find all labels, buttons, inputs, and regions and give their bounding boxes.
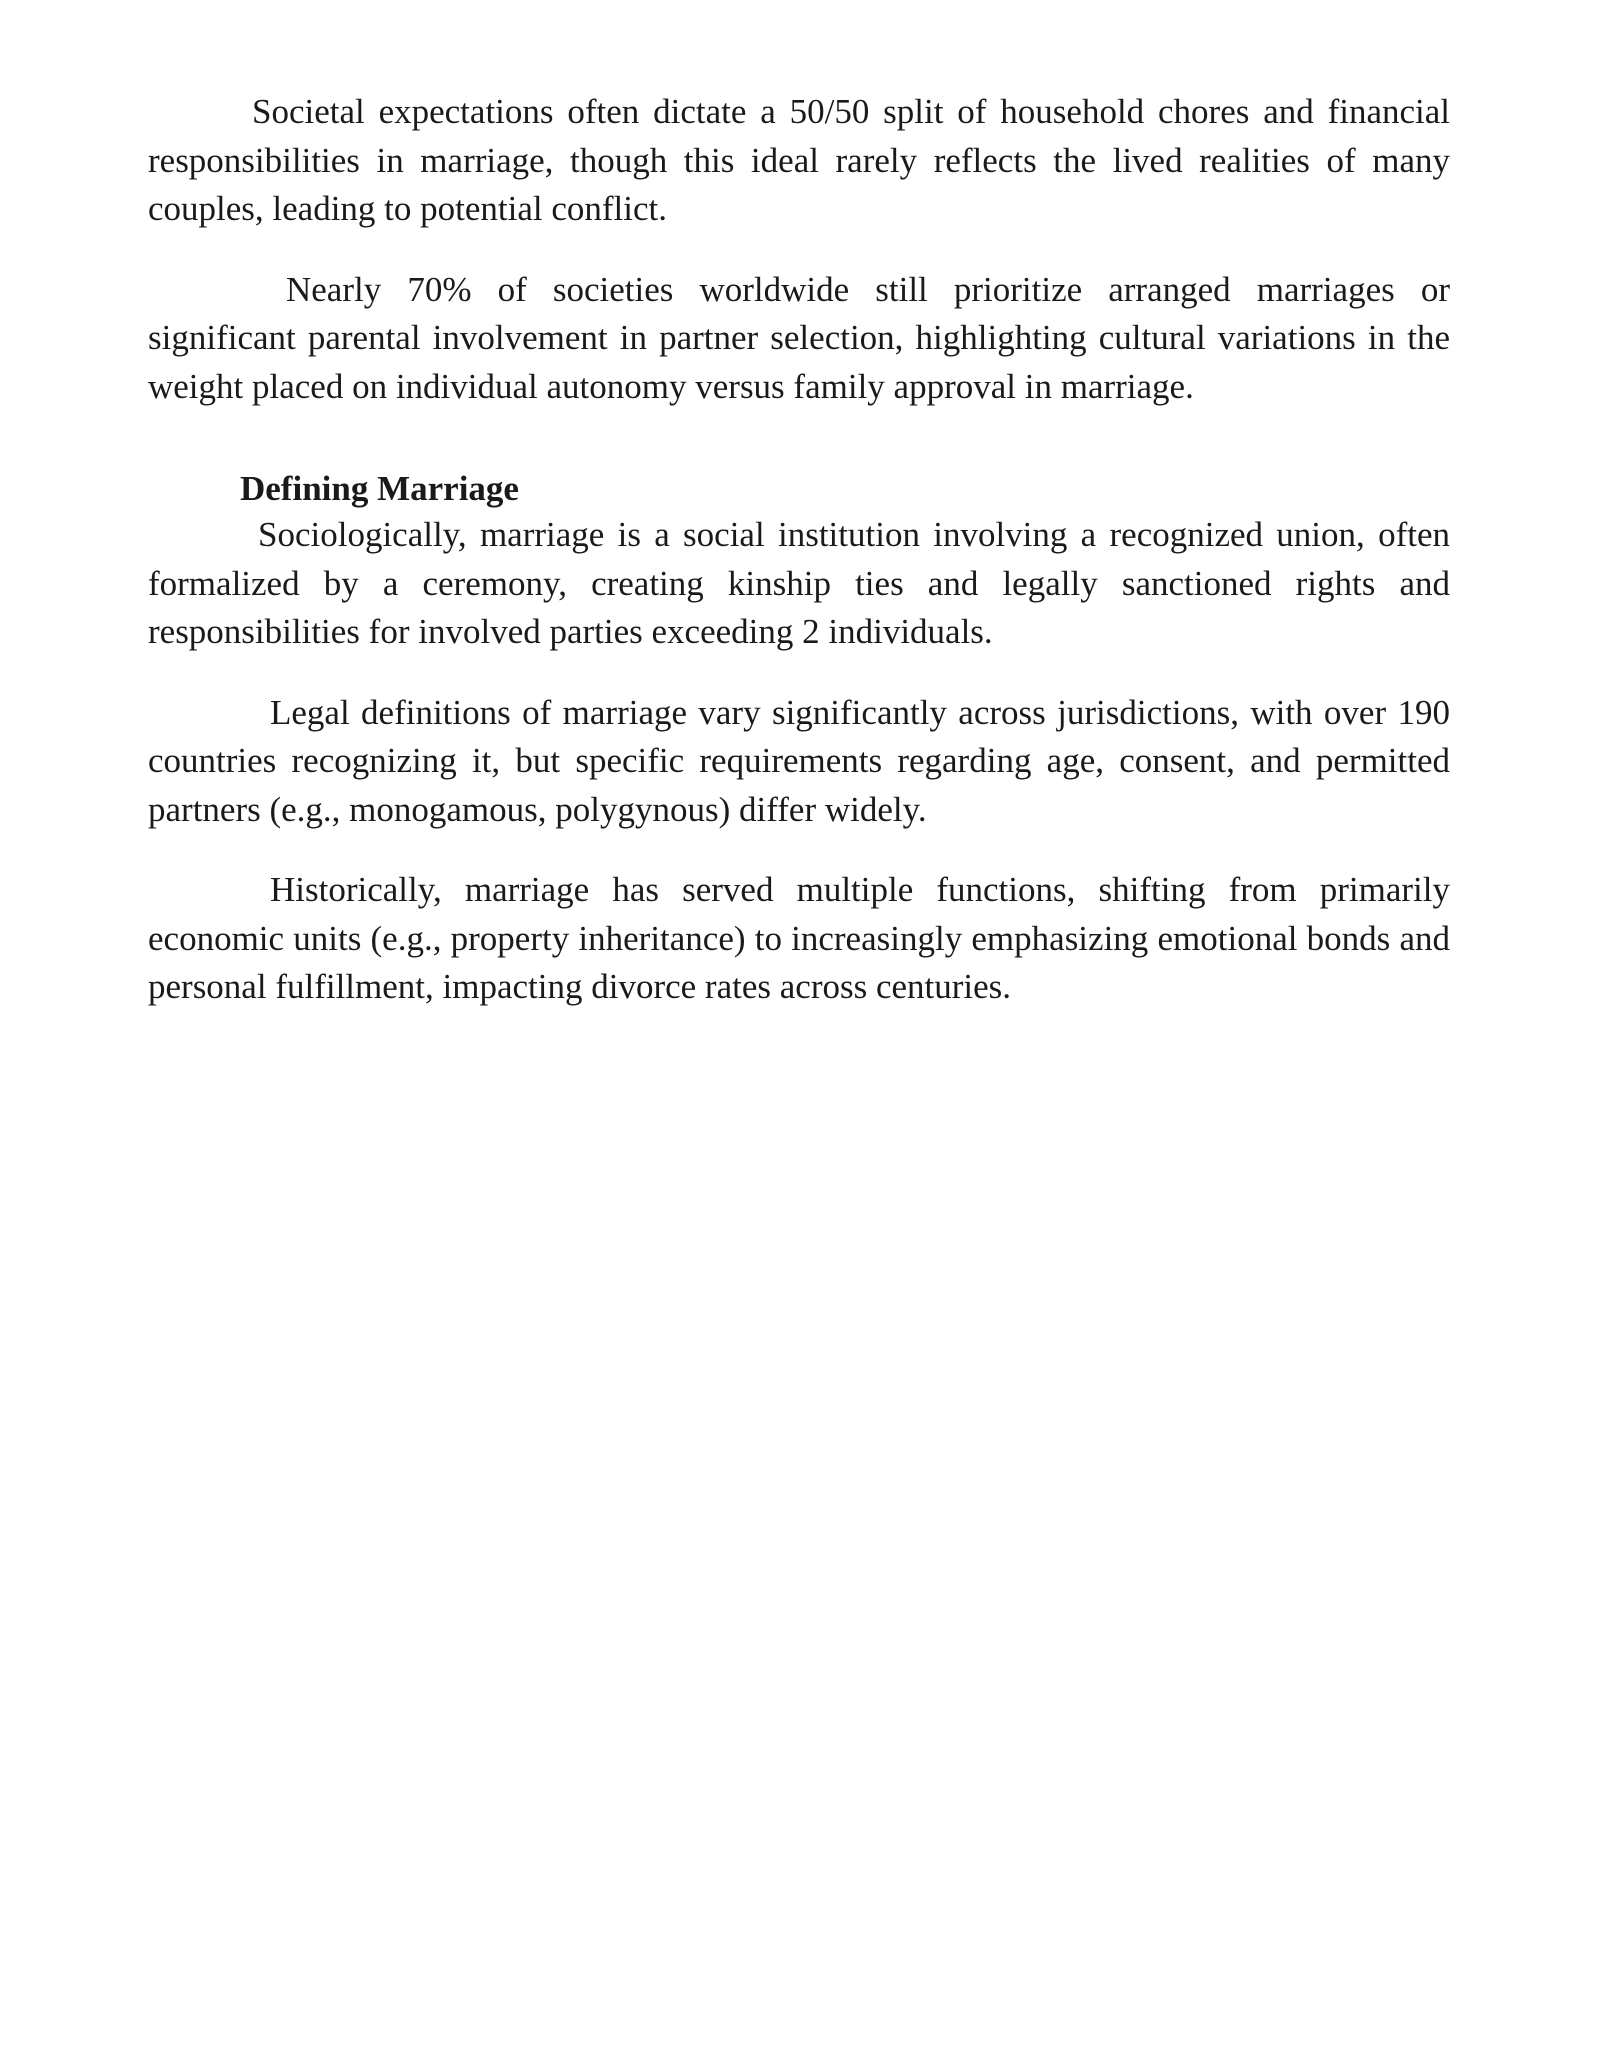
section-heading: Defining Marriage (240, 469, 519, 508)
paragraph-sociological-definition: Sociologically, marriage is a social institution involving a recognized union, often formalized by a ceremony, creating kinship ties and legally sanctioned rights and responsibilities for involved parties exceeding 2 individuals. (148, 515, 1450, 651)
paragraph-historical-functions: Historically, marriage has served multiple functions, shifting from primarily economic units (e.g., property inheritance) to increasingly emphasizing emotional bonds and personal fulfillment, impacting divorce rates across centuries. (148, 870, 1450, 1006)
document-body (148, 88, 1450, 1012)
paragraph-legal-definitions: Legal definitions of marriage vary significantly across jurisdictions, with over 190 countries recognizing it, but specific requirements regarding age, consent, and permitted partners (e.g., monogamous, polygynous) differ widely. (148, 692, 1450, 829)
paragraph-household-chores: Societal expectations often dictate a 50/50 split of household chores and financial responsibilities in marriage, though this ideal rarely reflects the lived realities of many couples, leading to potential conflict. (148, 92, 1450, 228)
paragraph-arranged-marriages: Nearly 70% of societies worldwide still prioritize arranged marriages or significant parental involvement in partner selection, highlighting cultural variations in the weight placed on individual autonomy versus family approval in marriage. (148, 269, 1450, 406)
